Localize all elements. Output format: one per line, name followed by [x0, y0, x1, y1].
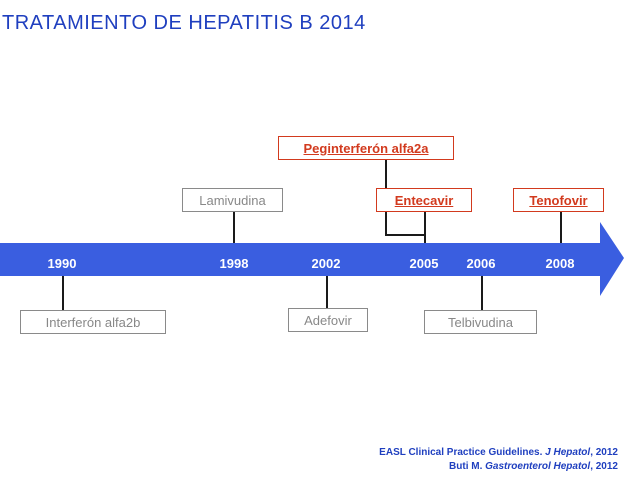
slide-title: TRATAMIENTO DE HEPATITIS B 2014 [2, 12, 366, 34]
connector-lamivudina [233, 212, 235, 243]
reference-buti [449, 461, 618, 472]
drug-peginterferon-alfa2a [278, 136, 454, 160]
year-1990: 1990 [47, 256, 77, 271]
connector-tenofovir [560, 212, 562, 243]
year-1998: 1998 [219, 256, 249, 271]
year-2008: 2008 [545, 256, 575, 271]
drug-interferon-label: Interferón alfa2b [45, 314, 141, 330]
connector-entecavir [424, 212, 426, 243]
drug-entecavir [376, 188, 472, 212]
connector-telbivudina [481, 276, 483, 310]
drug-interferon-alfa2b [20, 310, 166, 334]
drug-lamivudina-label: Lamivudina [199, 192, 266, 208]
connector-interferon [62, 276, 64, 310]
connector-adefovir [326, 276, 328, 308]
drug-telbivudina [424, 310, 537, 334]
reference-easl-prefix: EASL Clinical Practice Guidelines. [379, 447, 546, 458]
reference-buti-journal: Gastroenterol Hepatol [485, 461, 591, 472]
connector-peginterferon-horizontal [385, 234, 426, 236]
drug-entecavir-label: Entecavir [394, 192, 454, 208]
reference-buti-prefix: Buti M. [449, 461, 486, 472]
reference-buti-year: , 2012 [590, 461, 618, 472]
year-2005: 2005 [409, 256, 439, 271]
drug-peginterferon-label: Peginterferón alfa2a [303, 140, 429, 156]
reference-easl-journal: J Hepatol [545, 447, 591, 458]
year-2006: 2006 [466, 256, 496, 271]
reference-easl-year: , 2012 [590, 447, 618, 458]
drug-lamivudina [182, 188, 283, 212]
drug-telbivudina-label: Telbivudina [447, 314, 514, 330]
year-2002: 2002 [311, 256, 341, 271]
drug-adefovir [288, 308, 368, 332]
reference-easl [379, 447, 618, 458]
drug-adefovir-label: Adefovir [304, 312, 352, 328]
drug-tenofovir-label: Tenofovir [529, 192, 588, 208]
drug-tenofovir [513, 188, 604, 212]
